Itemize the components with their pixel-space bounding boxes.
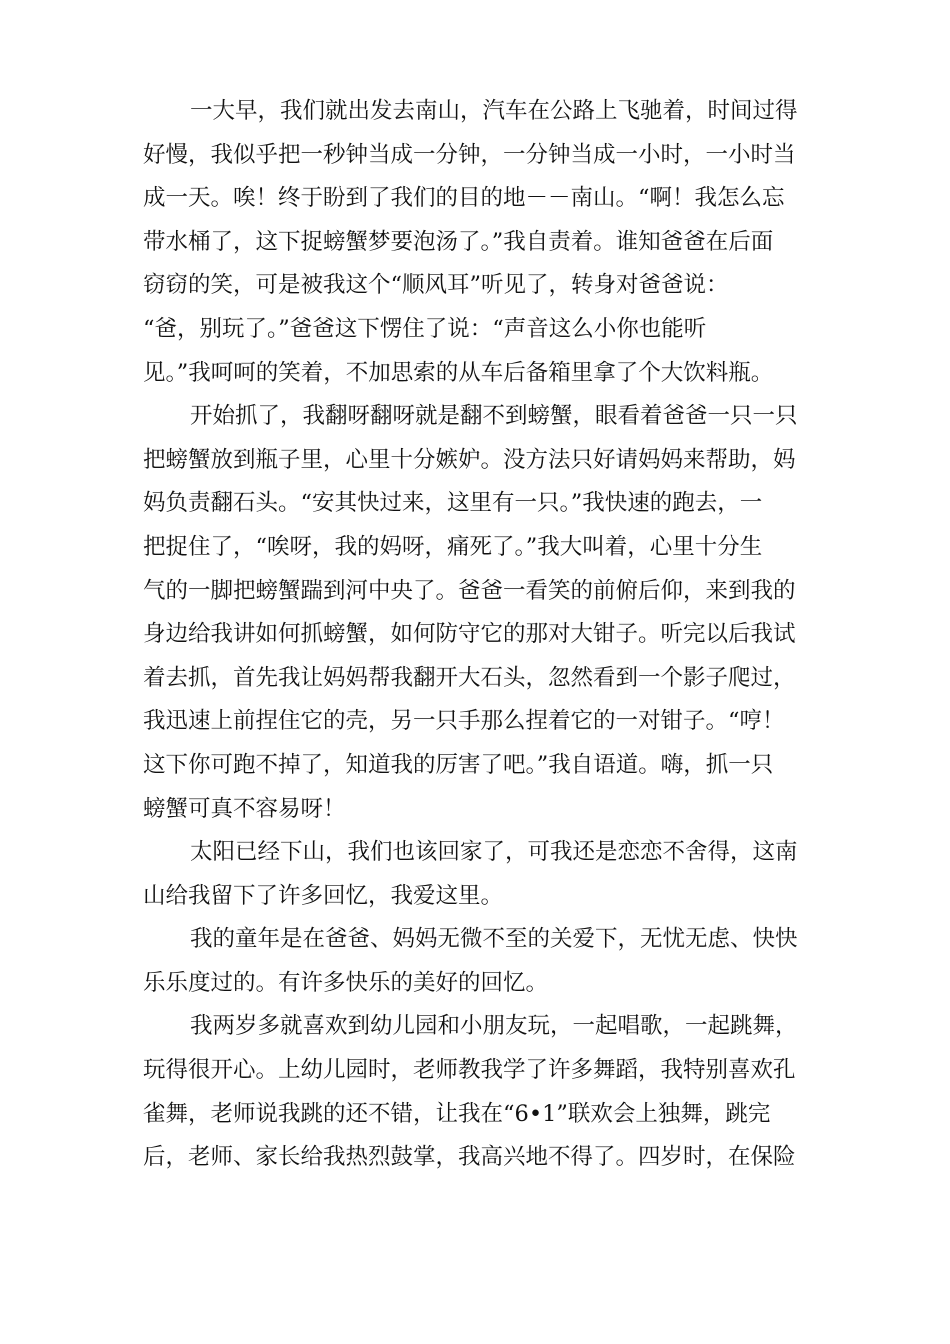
- paragraph-4-line-2: 乐乐度过的。有许多快乐的美好的回忆。: [143, 969, 549, 996]
- paragraph-3-line-2: 山给我留下了许多回忆，我爱这里。: [143, 882, 504, 909]
- paragraph-2-line-7: 着去抓，首先我让妈妈帮我翻开大石头，忽然看到一个影子爬过，: [143, 664, 796, 691]
- paragraph-2-line-10: 螃蟹可真不容易呀！: [143, 795, 346, 822]
- paragraph-1-line-3: 成一天。唉！终于盼到了我们的目的地－－南山。“啊！我怎么忘: [143, 185, 785, 212]
- paragraph-5-line-1: 我两岁多就喜欢到幼儿园和小朋友玩，一起唱歌，一起跳舞，: [190, 1013, 798, 1040]
- paragraph-1-line-5: 窃窃的笑，可是被我这个“顺风耳”听见了，转身对爸爸说：: [143, 272, 729, 299]
- paragraph-1-line-2: 好慢，我似乎把一秒钟当成一分钟，一分钟当成一小时，一小时当: [143, 141, 796, 168]
- paragraph-2-line-2: 把螃蟹放到瓶子里，心里十分嫉妒。没方法只好请妈妈来帮助，妈: [143, 446, 796, 473]
- paragraph-1-line-6: “爸，别玩了。”爸爸这下愣住了说：“声音这么小你也能听: [143, 315, 707, 342]
- paragraph-3-line-1: 太阳已经下山，我们也该回家了，可我还是恋恋不舍得，这南: [190, 839, 798, 866]
- document-body: [143, 90, 803, 1180]
- paragraph-2-line-4: 把捉住了，“唉呀，我的妈呀，痛死了。”我大叫着，心里十分生: [143, 533, 763, 560]
- paragraph-5-line-3: 雀舞，老师说我跳的还不错，让我在“6•1”联欢会上独舞，跳完: [143, 1100, 771, 1127]
- paragraph-2-line-9: 这下你可跑不掉了，知道我的厉害了吧。”我自语道。嗨，抓一只: [143, 751, 774, 778]
- paragraph-2-line-6: 身边给我讲如何抓螃蟹，如何防守它的那对大钳子。听完以后我试: [143, 621, 796, 648]
- paragraph-4-line-1: 我的童年是在爸爸、妈妈无微不至的关爱下，无忧无虑、快快: [190, 926, 798, 953]
- paragraph-1-line-7: 见。”我呵呵的笑着，不加思索的从车后备箱里拿了个大饮料瓶。: [143, 359, 774, 386]
- paragraph-5-line-2: 玩得很开心。上幼儿园时，老师教我学了许多舞蹈，我特别喜欢孔: [143, 1057, 796, 1084]
- paragraph-2-line-8: 我迅速上前捏住它的壳，另一只手那么捏着它的一对钳子。“哼！: [143, 708, 785, 735]
- paragraph-2-line-5: 气的一脚把螃蟹踹到河中央了。爸爸一看笑的前俯后仰，来到我的: [143, 577, 796, 604]
- paragraph-5-line-4: 后，老师、家长给我热烈鼓掌，我高兴地不得了。四岁时，在保险: [143, 1144, 796, 1171]
- paragraph-2-line-3: 妈负责翻石头。“安其快过来，这里有一只。”我快速的跑去，一: [143, 490, 763, 517]
- paragraph-2-line-1: 开始抓了，我翻呀翻呀就是翻不到螃蟹，眼看着爸爸一只一只: [190, 403, 798, 430]
- paragraph-1-line-1: 一大早，我们就出发去南山，汽车在公路上飞驰着，时间过得: [190, 98, 798, 124]
- paragraph-1-line-4: 带水桶了，这下捉螃蟹梦要泡汤了。”我自责着。谁知爸爸在后面: [143, 228, 774, 255]
